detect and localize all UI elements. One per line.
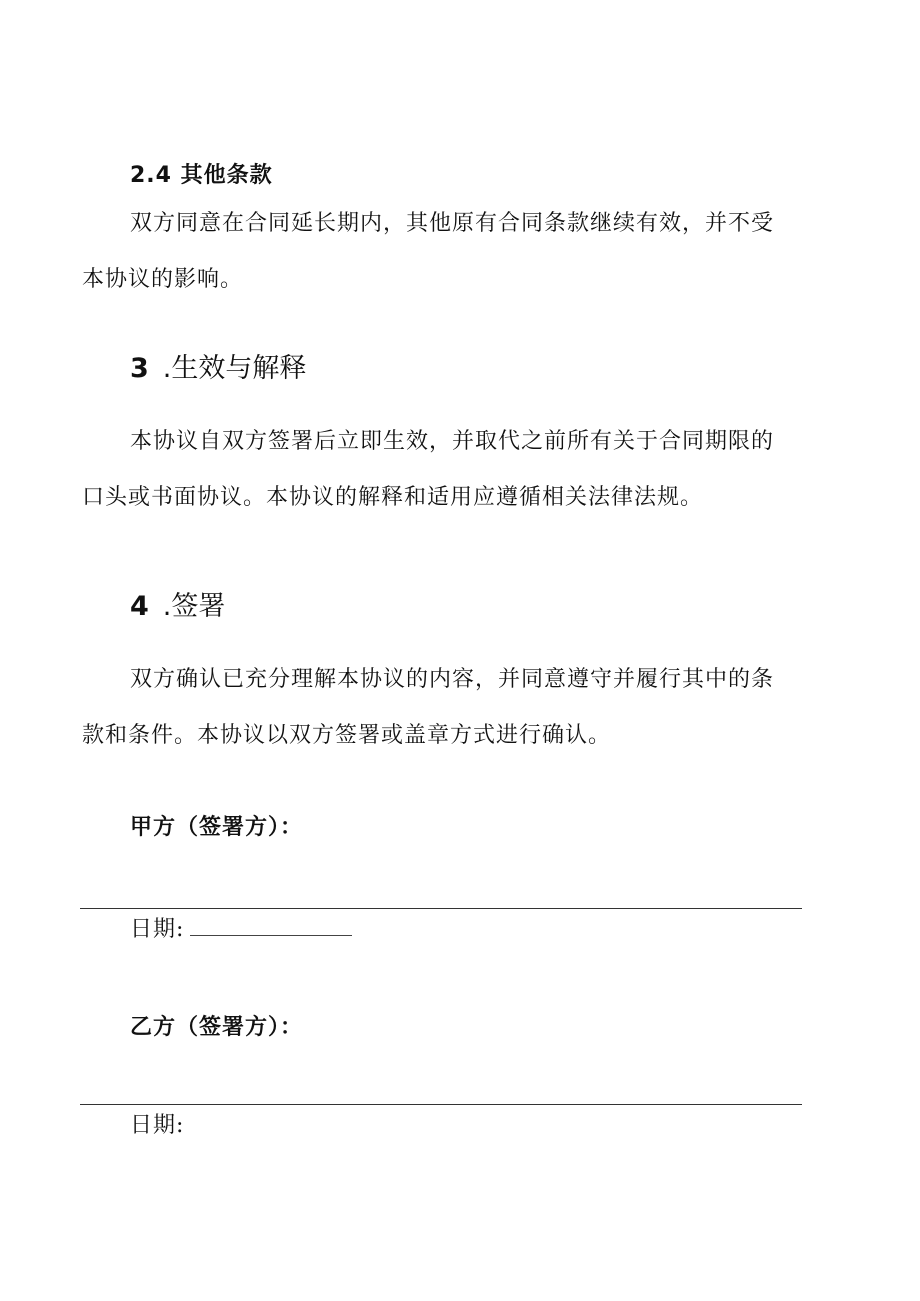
- party-b-date-label: 日期:: [130, 1113, 185, 1138]
- section-3-number: 3: [130, 353, 149, 384]
- party-b-label: 乙方（签署方）：: [130, 1015, 304, 1040]
- party-a-label: 甲方（签署方）：: [130, 815, 304, 840]
- section-3-heading: [130, 346, 306, 385]
- section-3-title: .生效与解释: [162, 353, 307, 384]
- section-3-body: 本协议自双方签署后立即生效，并取代之前所有关于合同期限的口头或书面协议。本协议的解释和适用应遵循相关法律法规。: [82, 429, 775, 510]
- party-a-signature-line[interactable]: [80, 908, 802, 909]
- section-4-title: .签署: [162, 591, 226, 622]
- section-2-4-body: 双方同意在合同延长期内，其他原有合同条款继续有效，并不受本协议的影响。: [82, 211, 775, 292]
- party-b-signature-line[interactable]: [80, 1104, 802, 1105]
- section-4-heading: [130, 584, 225, 623]
- party-b-date: [130, 1108, 184, 1139]
- section-4-body: 双方确认已充分理解本协议的内容，并同意遵守并履行其中的条款和条件。本协议以双方签署或盖章方式进行确认。: [82, 667, 775, 748]
- party-a-date-label: 日期:: [130, 917, 185, 942]
- party-a-date: [130, 912, 352, 943]
- party-a-date-field[interactable]: [190, 935, 352, 936]
- section-4-number: 4: [130, 591, 149, 622]
- section-2-4-heading: 2.4 其他条款: [130, 163, 273, 188]
